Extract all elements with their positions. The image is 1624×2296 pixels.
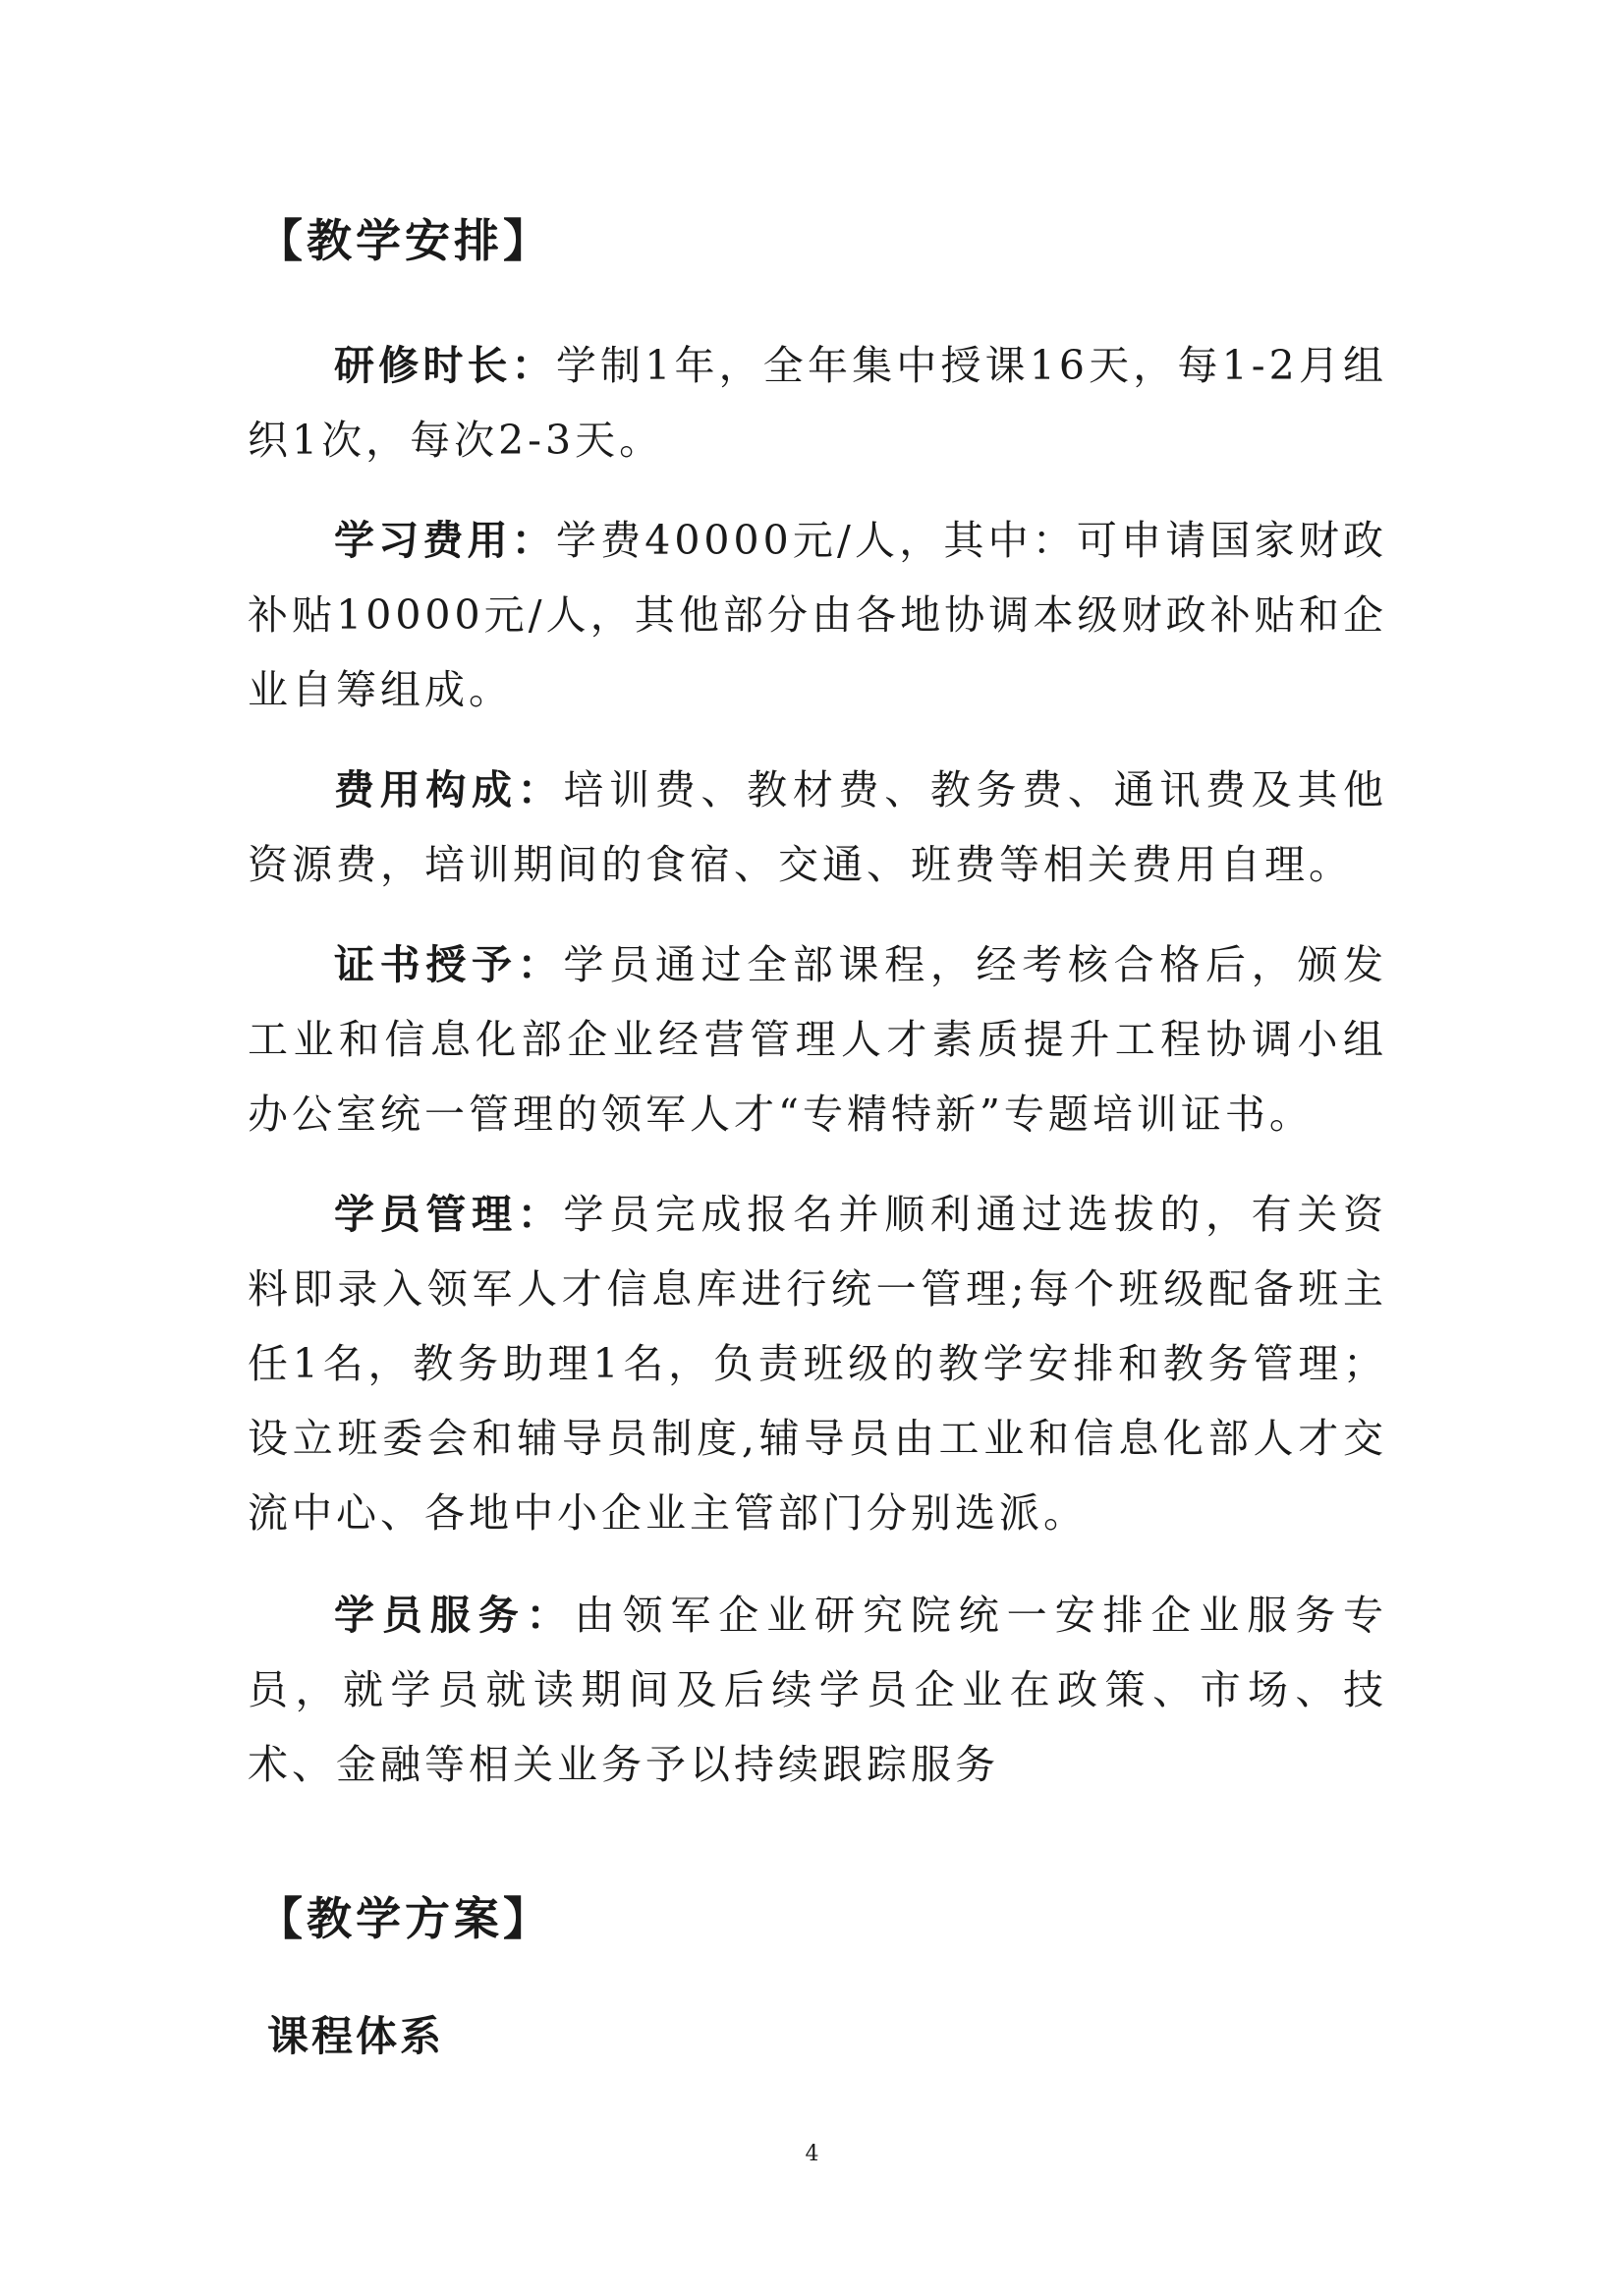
paragraph-text: 培训费、教材费、教务费、通讯费及其他资源费，培训期间的食宿、交通、班费等相关费用自理。: [248, 766, 1388, 888]
paragraph-label: 研修时长：: [334, 342, 556, 389]
section-heading-teaching-plan: 【教学方案】: [257, 1892, 552, 1945]
paragraph-cost-composition: [248, 753, 1387, 902]
paragraph-label: 费用构成：: [334, 766, 564, 813]
paragraph-text: 学费40000元/人，其中：可申请国家财政补贴10000元/人，其他部分由各地协调本级财政补贴和企业自筹组成。: [248, 517, 1388, 713]
paragraph-text: 由领军企业研究院统一安排企业服务专员，就学员就读期间及后续学员企业在政策、市场、技术、金融等相关业务予以持续跟踪服务: [248, 1592, 1388, 1788]
page-number: 4: [805, 2142, 819, 2166]
section-heading-teaching-arrangement: 【教学安排】: [257, 214, 552, 267]
paragraph-student-management: [248, 1177, 1387, 1550]
paragraph-text: 学制1年，全年集中授课16天，每1-2月组织1次，每次2-3天。: [248, 342, 1388, 464]
paragraph-tuition: [248, 503, 1387, 727]
paragraph-text: 学员完成报名并顺利通过选拔的，有关资料即录入领军人才信息库进行统一管理;每个班级配备班主任1名，教务助理1名，负责班级的教学安排和教务管理；设立班委会和辅导员制度,辅导员由工业和信息化部人才交流中心、各地中小企业主管部门分别选派。: [248, 1191, 1388, 1537]
paragraph-certificate: [248, 927, 1387, 1151]
paragraph-label: 学习费用：: [334, 517, 556, 564]
paragraph-label: 学员管理：: [334, 1191, 564, 1238]
sub-heading-course-system: 课程体系: [267, 2012, 445, 2060]
paragraph-label: 证书授予：: [334, 941, 564, 988]
paragraph-student-service: [248, 1578, 1387, 1802]
paragraph-study-duration: [248, 328, 1387, 477]
paragraph-label: 学员服务：: [334, 1592, 575, 1639]
paragraph-text: 学员通过全部课程，经考核合格后，颁发工业和信息化部企业经营管理人才素质提升工程协调小组办公室统一管理的领军人才“专精特新”专题培训证书。: [248, 941, 1388, 1138]
